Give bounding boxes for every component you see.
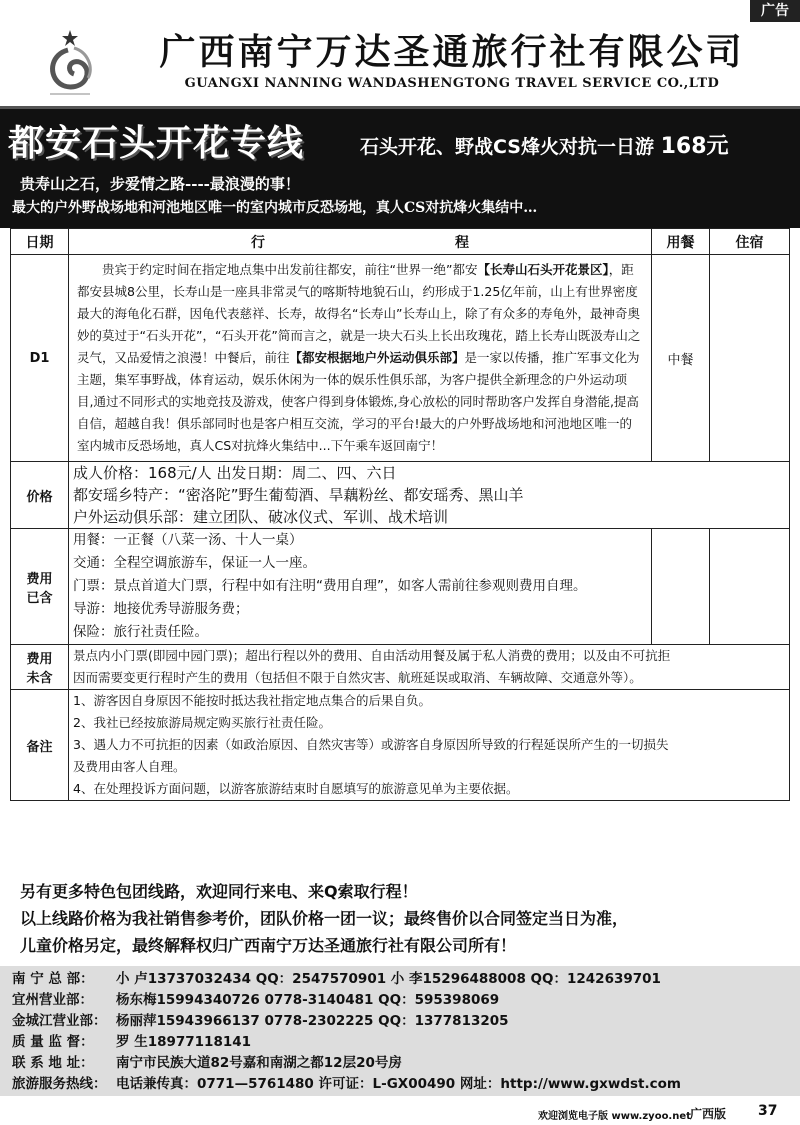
included-transport: 交通：全程空调旅游车，保证一人一座。 <box>73 555 316 571</box>
remark-3-cont: 及费用由客人自理。 <box>73 759 186 774</box>
contact-value: 杨东梅15994340726 0778-3140481 QQ：595398069 <box>116 992 500 1008</box>
contact-row <box>0 1053 800 1074</box>
header <box>0 22 800 100</box>
route-subtitle-text: 石头开花、野战CS烽火对抗一日游 <box>360 136 654 158</box>
route-banner <box>0 106 800 228</box>
page-number: 37 <box>758 1103 778 1119</box>
specialty-line: 都安瑶乡特产：“密洛陀”野生葡萄酒、旱藕粉丝、都安瑶秀、黑山羊 <box>73 486 524 504</box>
table-row-included <box>11 529 790 645</box>
price-line: 成人价格：168元/人 出发日期：周二、四、六日 <box>73 464 397 482</box>
day-meal: 中餐 <box>652 255 710 462</box>
remarks-content <box>69 690 790 801</box>
table-row-excluded <box>11 645 790 690</box>
contact-row <box>0 1011 800 1032</box>
route-title: 都安石头开花专线 <box>8 123 305 164</box>
contact-key: 质 量 监 督： <box>12 1034 94 1050</box>
included-stay-cell <box>710 529 790 645</box>
footer-notice <box>20 878 628 959</box>
included-content <box>69 529 652 645</box>
contact-value: 电话兼传真：0771—5761480 许可证：L-GX00490 网址：http://www.gxwdst.com <box>116 1076 681 1092</box>
company-name-en: GUANGXI NANNING WANDASHENGTONG TRAVEL SERVICE CO.,LTD <box>184 76 720 91</box>
remark-1: 1、游客因自身原因不能按时抵达我社指定地点集合的后果自负。 <box>73 693 431 708</box>
excluded-label-a: 费用 <box>26 652 53 667</box>
included-label-b: 已含 <box>26 590 53 606</box>
footer-line-2: 以上线路价格为我社销售参考价，团队价格一团一议；最终售价以合同签定当日为准， <box>20 909 629 928</box>
contact-key: 旅游服务热线： <box>12 1076 107 1092</box>
slogan-cs: 最大的户外野战场地和河池地区唯一的室内城市反恐场地，真人CS对抗烽火集结中… <box>12 200 538 216</box>
table-row-remarks <box>11 690 790 801</box>
excluded-label-b: 未含 <box>26 671 53 686</box>
contact-row <box>0 1074 800 1095</box>
club-line: 户外运动俱乐部：建立团队、破冰仪式、军训、战术培训 <box>73 508 449 526</box>
company-logo-icon <box>38 28 102 98</box>
header-stay: 住宿 <box>710 229 790 255</box>
excluded-label <box>11 645 69 690</box>
included-meal: 用餐：一正餐（八菜一汤、十人一桌） <box>73 532 303 548</box>
table-header <box>11 229 790 255</box>
footer-line-3: 儿童价格另定，最终解释权归广西南宁万达圣通旅行社有限公司所有！ <box>20 936 517 955</box>
page-footer <box>0 1100 800 1125</box>
remark-4: 4、在处理投诉方面问题，以游客旅游结束时自愿填写的旅游意见单为主要依据。 <box>73 781 519 796</box>
price-content <box>69 462 790 529</box>
remark-2: 2、我社已经按旅游局规定购买旅行社责任险。 <box>73 715 331 730</box>
contact-panel <box>0 966 800 1096</box>
route-subtitle <box>360 129 729 160</box>
itinerary-table <box>10 228 790 801</box>
itin-text-2: ，距都安县城8公里，长寿山是一座具非常灵气的喀斯特地貌石山，约形成于1.25亿年前，山上有世界密度最大的海龟化石群，因龟代表慈祥、长寿，故得名“长寿山”长寿山上，除了有众多的寿龟外，最神奇奥妙的莫过于“石头开花”，“石头开花”简而言之，就是一块大石头上长出玫瑰花，踏上长寿山既汲寿山之灵气，又品爱情之浪漫！中餐后，前往 <box>77 262 641 365</box>
footer-url: 欢迎浏览电子版 www.zyoo.net <box>538 1111 691 1122</box>
contact-row <box>0 990 800 1011</box>
excluded-content <box>69 645 790 690</box>
company-name-cn: 广西南宁万达圣通旅行社有限公司 <box>159 31 745 73</box>
remarks-label: 备注 <box>11 690 69 801</box>
contact-row <box>0 1032 800 1053</box>
included-label <box>11 529 69 645</box>
header-itinerary <box>69 229 652 255</box>
contact-value: 罗 生18977118141 <box>116 1034 252 1050</box>
excluded-line-1: 景点内小门票(即园中园门票)；超出行程以外的费用、自由活动用餐及属于私人消费的费用；以及由不可抗拒 <box>73 648 671 663</box>
excluded-line-2: 因而需要变更行程时产生的费用（包括但不限于自然灾害、航班延误或取消、车辆故障、交通意外等）。 <box>73 670 642 685</box>
remark-3: 3、遇人力不可抗拒的因素（如政治原因、自然灾害等）或游客自身原因所导致的行程延误所产生的一切损失 <box>73 737 669 752</box>
included-meal-cell <box>652 529 710 645</box>
route-price: 168元 <box>660 134 729 159</box>
included-label-a: 费用 <box>26 571 53 587</box>
itin-text-1: 贵宾于约定时间在指定地点集中出发前往都安，前往“世界一绝”都安 <box>102 262 478 277</box>
table-row-d1 <box>11 255 790 462</box>
contact-value: 杨丽萍15943966137 0778-2302225 QQ：1377813205 <box>116 1013 509 1029</box>
ad-tag: 广告 <box>750 0 800 22</box>
itin-highlight-1: 【长寿山石头开花景区】 <box>477 262 609 277</box>
header-meal: 用餐 <box>652 229 710 255</box>
contact-key: 宜州营业部： <box>12 992 93 1008</box>
footer-brand: 广西版 <box>690 1107 727 1121</box>
header-itin-a: 行 <box>251 234 265 251</box>
footer-line-1: 另有更多特色包团线路，欢迎同行来电、来Q索取行程！ <box>20 882 418 901</box>
day-itinerary <box>69 255 652 462</box>
contact-value: 南宁市民族大道82号嘉和南湖之都12层20号房 <box>116 1055 402 1071</box>
table-row-price <box>11 462 790 529</box>
included-guide: 导游：地接优秀导游服务费； <box>73 601 249 617</box>
included-ticket: 门票：景点首道大门票，行程中如有注明“费用自理”，如客人需前往参观则费用自理。 <box>73 578 587 594</box>
contact-key: 联 系 地 址： <box>12 1055 94 1071</box>
itin-text-3: 是一家以传播，推广军事文化为主题，集军事野战，体育运动，娱乐休闲为一体的娱乐性俱乐部，为客户提供全新理念的户外运动项目,通过不同形式的实地竞技及游戏，使客户得到身体锻炼,身心放松的同时帮助客户发挥自身潜能,提高自信，超越自我！俱乐部同时也是客户相互交流，学习的平台!最大的户外野战场地和河池地区唯一的室内城市反恐场地，真人CS对抗烽火集结中...下午乘车返回南宁！ <box>77 350 640 453</box>
contact-key: 南 宁 总 部： <box>12 971 94 987</box>
day-label: D1 <box>11 255 69 462</box>
itin-highlight-2: 【都安根据地户外运动俱乐部】 <box>289 350 465 365</box>
header-itin-b: 程 <box>455 234 469 251</box>
contact-value: 小 卢13737032434 QQ：2547570901 小 李15296488008 QQ：1242639701 <box>116 971 661 987</box>
day-stay <box>710 255 790 462</box>
slogan-romance: 贵寿山之石，步爱情之路----最浪漫的事！ <box>20 175 300 193</box>
contact-row <box>0 969 800 990</box>
included-insurance: 保险：旅行社责任险。 <box>73 624 208 640</box>
header-day: 日期 <box>11 229 69 255</box>
price-label: 价格 <box>11 462 69 529</box>
contact-key: 金城江营业部： <box>12 1013 107 1029</box>
